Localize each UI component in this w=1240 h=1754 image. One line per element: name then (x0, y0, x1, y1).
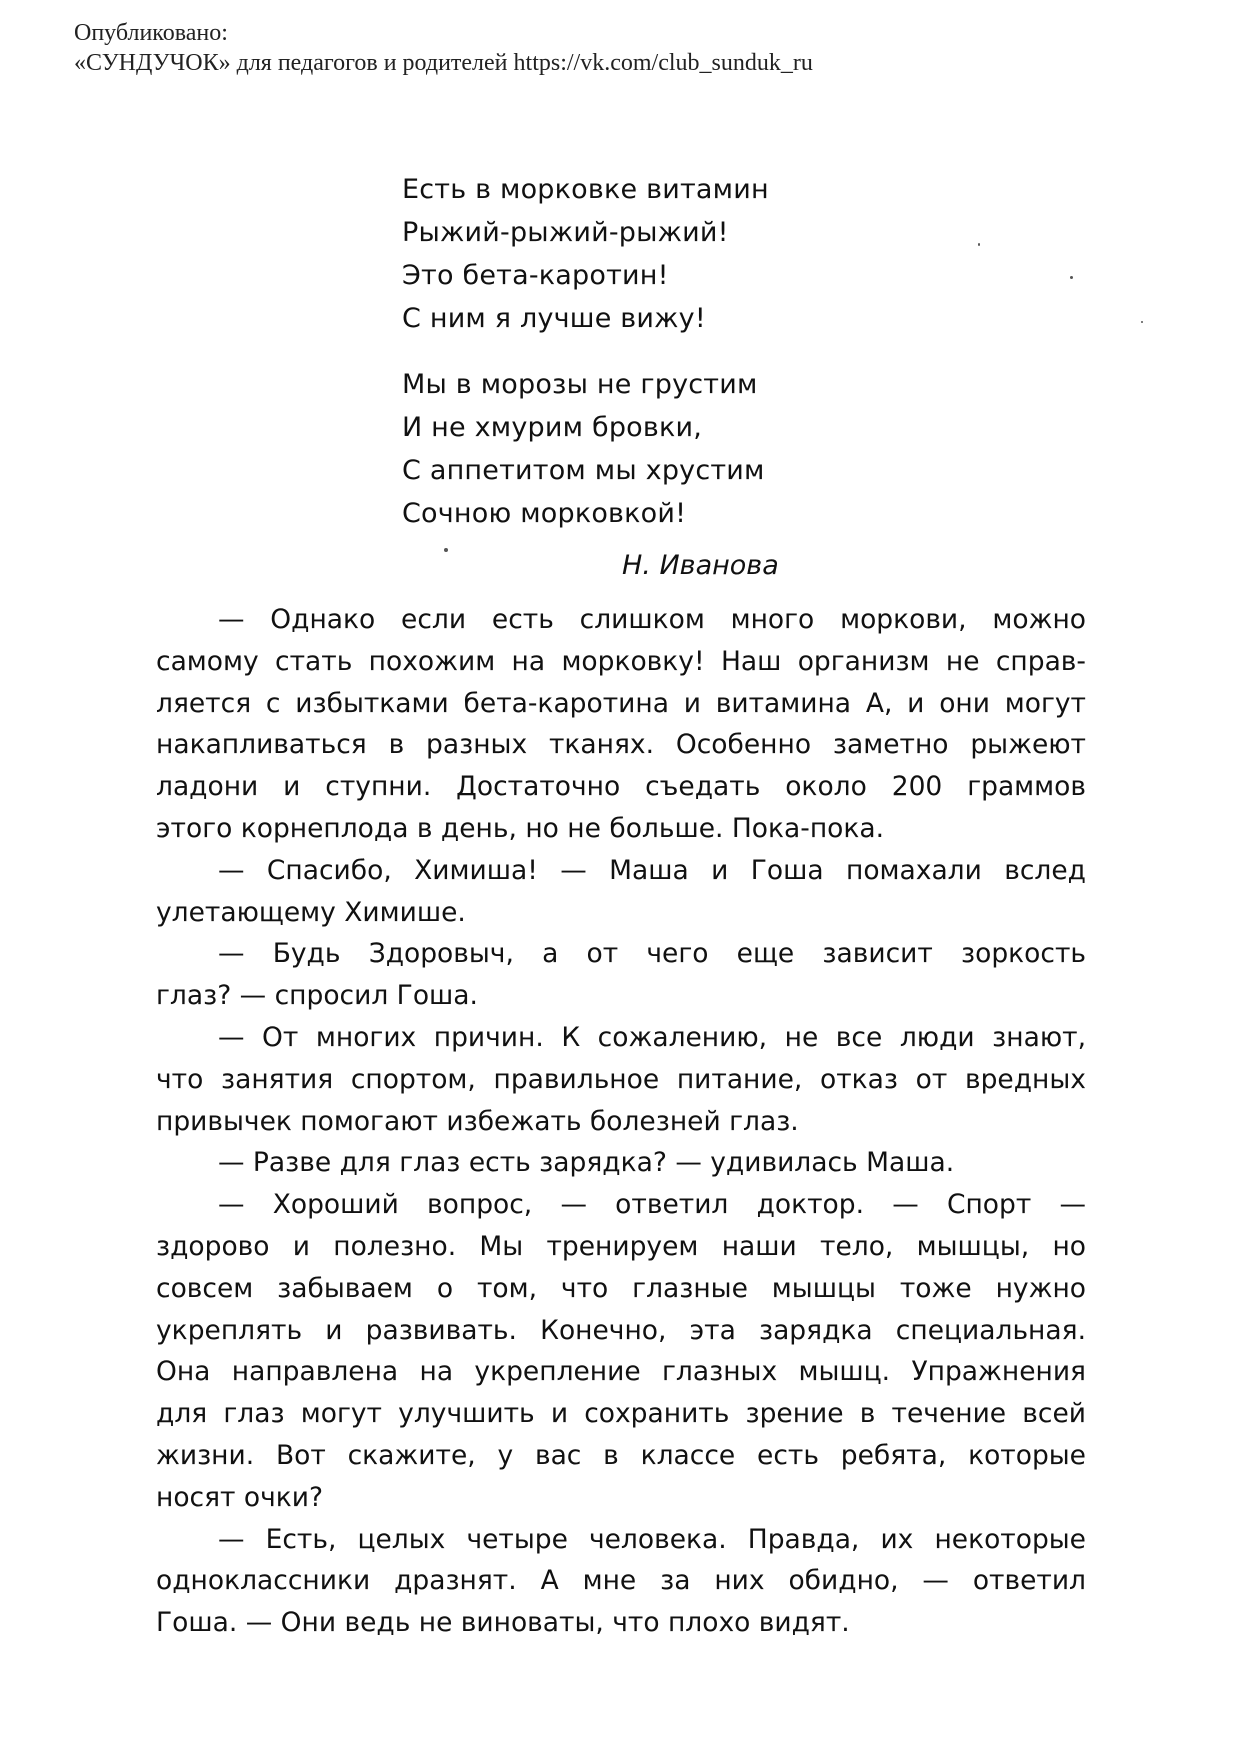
text-line: Гоша. — Они ведь не виноваты, что плохо видят. (156, 1607, 850, 1639)
text-line: здорово и полезно. Мы тренируем наши тело, мышцы, но (156, 1230, 1086, 1262)
text-line: улетающему Химише. (156, 896, 466, 928)
poem-line: Рыжий-рыжий-рыжий! (402, 217, 729, 248)
publisher-header (74, 18, 813, 78)
text-line: накапливаться в разных тканях. Особенно заметно рыжеют (156, 729, 1086, 761)
scan-speck (1070, 276, 1073, 279)
text-line: одноклассники дразнят. А мне за них обидно, — ответил (156, 1565, 1086, 1597)
text-line: для глаз могут улучшить и сохранить зрение в течение всей (156, 1398, 1086, 1430)
text-line: привычек помогают избежать болезней глаз. (156, 1105, 799, 1137)
publisher-source: «СУНДУЧОК» для педагогов и родителей https://vk.com/club_sunduk_ru (74, 50, 813, 76)
text-line: совсем забываем о том, что глазные мышцы тоже нужно (156, 1272, 1086, 1304)
poem-stanza-2 (402, 363, 769, 535)
text-line: — От многих причин. К сожалению, не все люди знают, (218, 1021, 1086, 1053)
poem-line: Есть в морковке витамин (402, 174, 769, 205)
text-line: что занятия спортом, правильное питание, отказ от вредных (156, 1063, 1086, 1095)
text-line: — Хороший вопрос, — ответил доктор. — Спорт — (218, 1189, 1086, 1221)
poem-line: С ним я лучше вижу! (402, 303, 706, 334)
text-line: — Есть, целых четыре человека. Правда, их некоторые (218, 1523, 1086, 1555)
text-line: глаз? — спросил Гоша. (156, 980, 478, 1012)
poem-stanza-1 (402, 168, 769, 340)
poem-line: Сочною морковкой! (402, 498, 687, 529)
scan-speck (444, 548, 448, 552)
text-line: этого корнеплода в день, но не больше. Пока-пока. (156, 812, 885, 844)
text-line: ладони и ступни. Достаточно съедать около 200 граммов (156, 771, 1086, 803)
scan-speck (1141, 321, 1143, 323)
text-line: — Спасибо, Химиша! — Маша и Гоша помахали вслед (218, 854, 1086, 886)
text-line: — Однако если есть слишком много моркови, можно (218, 604, 1086, 635)
poem-line: И не хмурим бровки, (402, 412, 703, 443)
text-line: носят очки? (156, 1481, 324, 1513)
text-line: жизни. Вот скажите, у вас в классе есть ребята, которые (156, 1439, 1086, 1471)
text-line: — Разве для глаз есть зарядка? — удивилась Маша. (218, 1147, 955, 1179)
body-text (156, 599, 1086, 1644)
poem (402, 168, 769, 535)
text-line: — Будь Здоровыч, а от чего еще зависит зоркость (218, 938, 1086, 970)
text-line: Она направлена на укрепление глазных мышц. Упражнения (156, 1356, 1086, 1388)
poem-author: Н. Иванова (622, 550, 779, 581)
text-line: укреплять и развивать. Конечно, эта зарядка специальная. (156, 1314, 1086, 1346)
poem-line: С аппетитом мы хрустим (402, 455, 765, 486)
poem-line: Это бета-каротин! (402, 260, 669, 291)
poem-line: Мы в морозы не грустим (402, 369, 758, 400)
scan-speck (978, 243, 980, 246)
text-line: ляется с избытками бета-каротина и витамина А, и они могут (156, 687, 1086, 719)
published-label: Опубликовано: (74, 20, 228, 46)
text-line: самому стать похожим на морковку! Наш организм не справ- (156, 645, 1086, 677)
